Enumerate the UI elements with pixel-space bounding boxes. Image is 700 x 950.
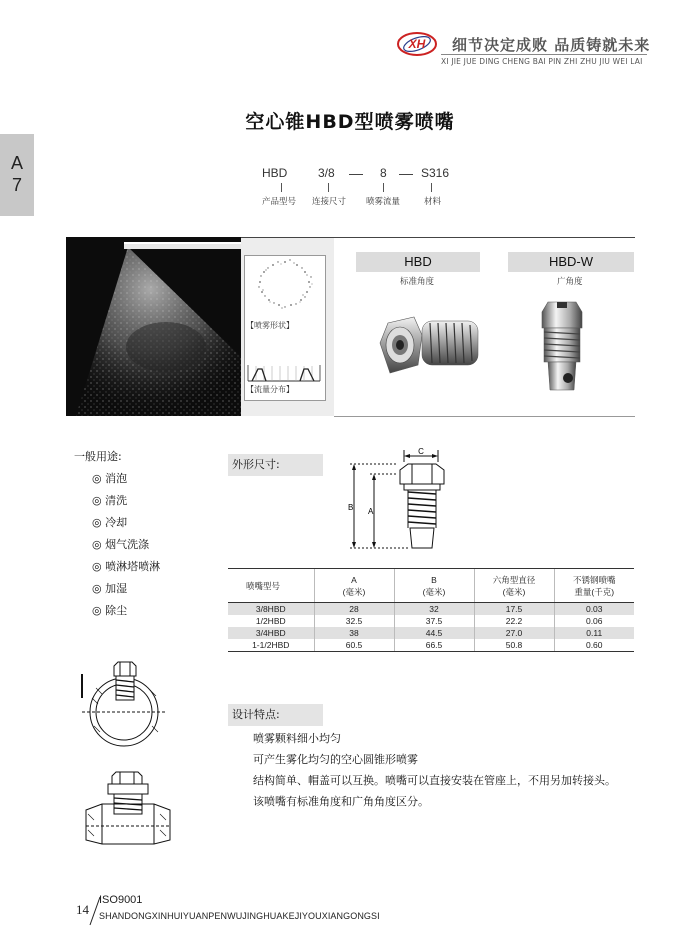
use-item: ◎ 除尘	[92, 604, 128, 617]
variant-hbdw-header: HBD-W	[508, 252, 634, 272]
header-slogan-pinyin: XI JIE JUE DING CHENG BAI PIN ZHI ZHU JIU WEI LAI	[441, 57, 643, 66]
table-row: 1-1/2HBD 60.5 66.5 50.8 0.60	[228, 639, 634, 652]
code-model: HBD	[262, 166, 288, 180]
feature-item: 该喷嘴有标准角度和广角角度区分。	[253, 795, 429, 808]
code-label-connection: 连接尺寸	[312, 197, 347, 207]
code-flow: 8	[380, 166, 387, 180]
photo-top-border	[241, 237, 635, 238]
specs-table	[228, 568, 634, 652]
page-number: 14	[76, 902, 89, 917]
code-label-material: 材料	[424, 197, 442, 207]
col-header-weight: 不锈钢喷嘴 重量(千克)	[554, 569, 634, 603]
code-dash	[349, 174, 363, 175]
col-header-hex: 六角型直径 (毫米)	[474, 569, 554, 603]
dim-label-a: A	[368, 507, 374, 516]
feature-item: 结构简单、帽盖可以互换。喷嘴可以直接安装在管座上，不用另加转接头。	[253, 774, 616, 787]
code-label-model: 产品型号	[262, 197, 297, 207]
pipe-install-drawing-1	[76, 660, 176, 750]
use-item: ◎ 烟气洗涤	[92, 538, 150, 551]
spray-photo	[66, 237, 241, 416]
code-label-flow: 喷雾流量	[366, 197, 401, 207]
logo-text: XH	[408, 37, 426, 51]
hbd-nozzle-image	[378, 305, 488, 383]
use-item: ◎ 冷却	[92, 516, 128, 529]
dimension-drawing	[340, 448, 460, 556]
use-item: ◎ 清洗	[92, 494, 128, 507]
page-title: 空心锥HBD型喷雾喷嘴	[245, 111, 455, 133]
dim-label-c: C	[418, 448, 424, 456]
spray-shape-label: 【喷雾形状】	[246, 321, 294, 330]
flow-distribution-chart	[246, 363, 322, 383]
header-divider	[441, 54, 647, 55]
section-tab	[0, 134, 34, 216]
footer-iso: ISO9001	[99, 894, 143, 906]
features-header: 设计特点:	[228, 704, 323, 726]
code-tick	[328, 183, 329, 192]
variant-hbd-desc: 标准角度	[400, 277, 435, 287]
code-material: S316	[421, 166, 450, 180]
col-header-a: A (毫米)	[314, 569, 394, 603]
dim-label-b: B	[348, 503, 354, 512]
section-tab-letter: A	[10, 153, 23, 173]
hbdw-nozzle-image	[538, 298, 586, 396]
uses-title: 一般用途:	[74, 450, 122, 463]
code-tick	[431, 183, 432, 192]
flow-distribution-label: 【流量分布】	[246, 385, 294, 394]
use-item: ◎ 消泡	[92, 472, 128, 485]
table-row: 3/4HBD 38 44.5 27.0 0.11	[228, 627, 634, 639]
col-header-model: 喷嘴型号	[228, 569, 314, 603]
table-row: 1/2HBD 32.5 37.5 22.2 0.06	[228, 615, 634, 627]
code-tick	[383, 183, 384, 192]
use-item: ◎ 加湿	[92, 582, 128, 595]
dimensions-header: 外形尺寸:	[228, 454, 323, 476]
section-tab-number: 7	[11, 175, 22, 195]
footer-company: SHANDONGXINHUIYUANPENWUJINGHUAKEJIYOUXIANGONGSI	[99, 911, 380, 921]
code-tick	[281, 183, 282, 192]
header-slogan: 细节决定成败 品质铸就未来	[452, 36, 651, 54]
feature-item: 喷雾颗料细小均匀	[253, 732, 341, 745]
table-header-row	[228, 569, 634, 603]
table-row: 3/8HBD 28 32 17.5 0.03	[228, 603, 634, 616]
code-dash	[399, 174, 413, 175]
code-connection: 3/8	[318, 166, 335, 180]
variant-hbd-header: HBD	[356, 252, 480, 272]
col-header-b: B (毫米)	[394, 569, 474, 603]
pipe-install-drawing-2	[82, 770, 174, 848]
photo-bottom-border	[334, 416, 635, 417]
feature-item: 可产生雾化均匀的空心圆锥形喷雾	[253, 753, 418, 766]
variant-hbdw-desc: 广角度	[557, 277, 583, 287]
use-item: ◎ 喷淋塔喷淋	[92, 560, 161, 573]
company-logo	[396, 30, 438, 58]
